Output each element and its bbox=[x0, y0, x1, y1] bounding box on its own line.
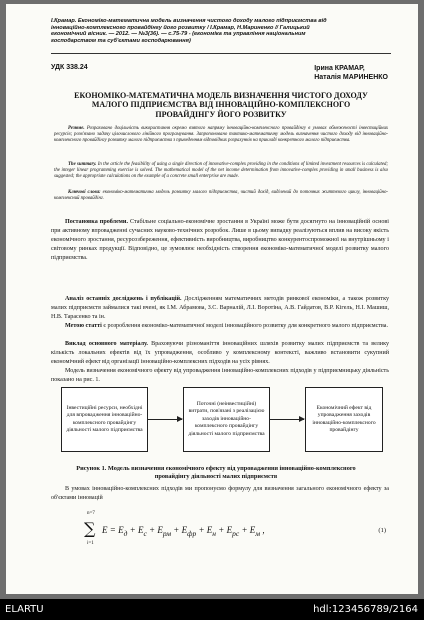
paragraph-text: Модель визначення економічного ефекту від упровадження інноваційно-комплексних підходів у підприємницьку діяльність показано на рис. 1. bbox=[51, 368, 389, 383]
citation-line: інноваційно-комплексного провайдінгу його розвитку / І.Крамар, Н.Мариненко // Галицький bbox=[51, 24, 310, 31]
paragraph-text: Дослідженням математичних методів ринкової економіки, а також розвитку малих підприємств займалися такі вчені, як І.М. Абрамова, З.С. Варналій, Л.І. Воротіна, А.В. Гайдатов, В.Р. Кігель, Н.І. Машиш, Н.В. Тарасенко та ін. bbox=[51, 296, 390, 320]
citation-header bbox=[51, 18, 391, 44]
document-page bbox=[6, 4, 418, 594]
paragraph-text: Враховуючи різноманіття інноваційних шляхів розвитку малих підприємств та велику кількість локальних ефектів від їх упровадження, особливо у комплексному контексті, важливо встановити сукупний економічний ефект від організації інноваційно-комплексних підходів на усіх рівнях. bbox=[51, 341, 389, 365]
sum-lower-limit: i=1 bbox=[87, 541, 94, 546]
paragraph-main bbox=[51, 340, 389, 367]
formula-1 bbox=[76, 511, 386, 551]
keywords-text: економіко-математична модель розвитку малого підприємства, чистий дохід, виділений до поточних життєвого циклу, інноваційно-комплексний провайдінг. bbox=[54, 190, 389, 201]
authors bbox=[314, 64, 388, 82]
figure-arrow bbox=[270, 419, 304, 420]
figure-box-current-costs: Поточні (неінвестиційні) витрати, пов'язані з реалізацією заходів інноваційно-комплексного провайдінгу діяльності малого підприємства bbox=[183, 387, 270, 452]
paragraph-model bbox=[51, 367, 389, 385]
formula-number: (1) bbox=[378, 527, 386, 534]
handle-id: hdl:123456789/2164 bbox=[313, 604, 418, 615]
paragraph-text: є розроблення економіко-математичної моделі інноваційного розвитку для конкретного малого підприємства. bbox=[103, 323, 388, 329]
abstract-ua-label: Резюме. bbox=[68, 126, 85, 131]
paragraph-formula-intro bbox=[51, 485, 389, 503]
paper-title: ЕКОНОМІКО-МАТЕМАТИЧНА МОДЕЛЬ ВИЗНАЧЕННЯ ЧИСТОГО ДОХОДУ МАЛОГО ПІДПРИЄМСТВА ВІД ІННОВАЦІЙНО-КОМПЛЕКСНОГО ПРОВАЙДІНГУ ЙОГО РОЗВИТКУ bbox=[74, 91, 368, 119]
author-name: Ірина КРАМАР, bbox=[314, 65, 365, 72]
viewer-footer-bar bbox=[0, 599, 424, 620]
paragraph-label: Метою статті bbox=[65, 323, 102, 329]
sum-upper-limit: n=7 bbox=[87, 511, 95, 516]
header-divider bbox=[51, 53, 391, 54]
figure-caption: Рисунок 1. Модель визначення економічного ефекту від упровадження інноваційно-комплексного провайдінгу діяльності малих підприємств bbox=[76, 465, 356, 481]
citation-line: господарством та суб'єктами господарювання) bbox=[51, 37, 191, 44]
paragraph-text: Стабільне соціально-економічне зростання в Україні може бути досягнуто на інноваційній основі при активному впровадженні сучасних науково-технічних розробок. Лише в цьому випадку реалізуються вплив на високу якість економічного зростання, ресурсозбереження, ефективність виробництва, виробництво конкурентоспроможної на внутрішньому і світовому ринках продукції. Відповідно, це зумовлює необхідність створення економіко-математичної моделі розвитку малого підприємства. bbox=[51, 219, 389, 261]
paragraph-problem bbox=[51, 218, 389, 263]
figure-box-economic-effect: Економічний ефект від упровадження заходів інноваційно-комплексного провайдінгу bbox=[305, 387, 383, 452]
sum-symbol: ∑ bbox=[84, 519, 96, 538]
paragraph-label: Аналіз останніх досліджень і публікацій. bbox=[65, 296, 182, 302]
abstract-en bbox=[54, 162, 388, 180]
abstract-en-text: In the article the feasibility of using a single direction of innovative-complex providing in the conditions of limited investment resources is calculated; the integer linear programming exercise is solved. The mathematical model of the net income determination from innovative-complex providing in small business is also suggested; the appropriate calculations on the example of a concrete small enterprise are made. bbox=[54, 162, 389, 179]
formula-expression: $E = E_д + E_с + E_{рм} + E_{фр} + E_н + E_{рс} + E_м$ , bbox=[102, 525, 265, 538]
paragraph-analysis bbox=[51, 295, 389, 322]
keywords bbox=[54, 190, 388, 202]
abstract-ua bbox=[54, 126, 388, 144]
keywords-label: Ключові слова: bbox=[68, 190, 101, 195]
citation-line: І.Крамар. Економіко-математична модель визначення чистого доходу малого підприємства від bbox=[51, 18, 327, 24]
paragraph-label: Постановка проблеми. bbox=[65, 219, 128, 225]
paragraph-label: Виклад основного матеріалу. bbox=[65, 341, 148, 347]
paragraph-goal bbox=[51, 322, 389, 331]
repository-name: ELARTU bbox=[5, 604, 44, 615]
abstract-ua-text: Розраховано доцільність використання окремо взятого напряму інноваційно-комплексного провайдінгу в умовах обмеженості інвестиційних ресурсів; розв'язано задачу цілочислового лінійного програмування. Запропоновано тактико-математичну модель визначення чистого доходу від інноваційно-комплексного провайдінгу розвитку малого підприємства з приведенням відповідних розрахунків на прикладі конкретного малого підприємства. bbox=[54, 126, 388, 143]
author-name: Наталія МАРИНЕНКО bbox=[314, 74, 388, 81]
udk-code: УДК 338.24 bbox=[51, 64, 88, 71]
figure-arrow bbox=[148, 419, 182, 420]
abstract-en-label: The summary. bbox=[68, 162, 97, 167]
figure-box-investment: Інвестиційні ресурси, необхідні для впровадження інноваційно-комплексного провайдінгу діяльності малого підприємства bbox=[61, 387, 148, 452]
citation-line: економічний вісник. — 2012. — №3(36). — с.75-79 - (економіка та управління національним bbox=[51, 31, 306, 38]
paragraph-text: В умовах інноваційно-комплексних підходів ми пропонуємо формулу для визначення загального економічного ефекту за об'єктами інновацій bbox=[51, 486, 389, 501]
